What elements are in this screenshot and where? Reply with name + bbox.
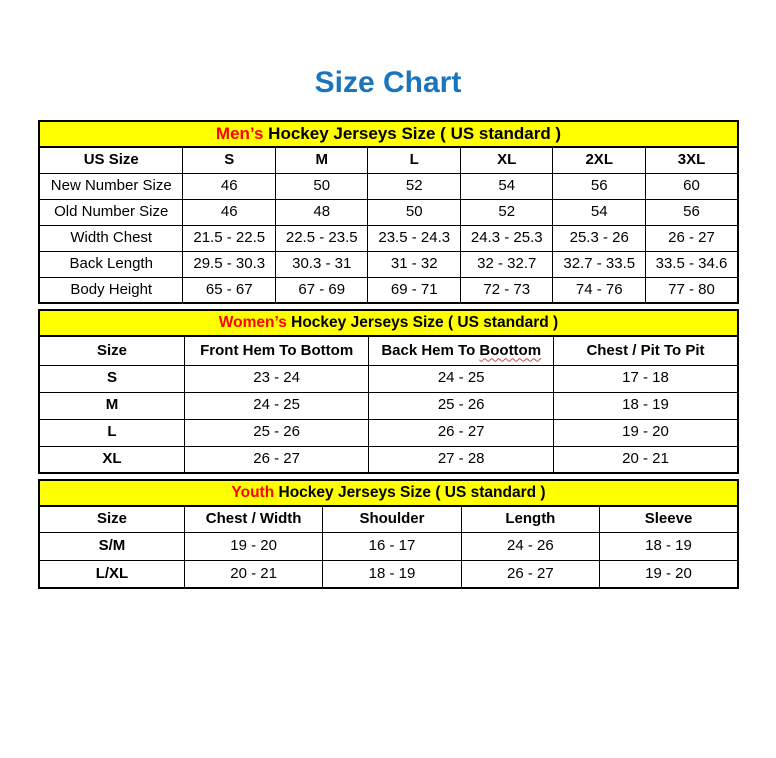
womens-header-row	[39, 336, 738, 365]
womens-cell: 26 - 27	[369, 419, 554, 446]
youth-header-row	[39, 506, 738, 532]
mens-cell: 31 - 32	[368, 251, 461, 277]
youth-cell: 20 - 21	[184, 560, 322, 588]
mens-data-row	[39, 277, 738, 303]
womens-data-row	[39, 419, 738, 446]
womens-row-label: M	[39, 392, 184, 419]
page-title: Size Chart	[314, 66, 462, 99]
womens-cell: 20 - 21	[553, 446, 738, 473]
mens-cell: 24.3 - 25.3	[460, 225, 553, 251]
mens-data-row	[39, 251, 738, 277]
womens-cell: 18 - 19	[553, 392, 738, 419]
mens-row-label: New Number Size	[39, 173, 183, 199]
mens-cell: 72 - 73	[460, 277, 553, 303]
mens-column-header: S	[183, 147, 276, 173]
youth-column-header: Sleeve	[600, 506, 738, 532]
womens-column-header: Front Hem To Bottom	[184, 336, 369, 365]
mens-header-row	[39, 147, 738, 173]
mens-cell: 65 - 67	[183, 277, 276, 303]
mens-cell: 48	[275, 199, 368, 225]
mens-cell: 54	[553, 199, 646, 225]
mens-column-header: US Size	[39, 147, 183, 173]
mens-cell: 56	[645, 199, 738, 225]
header-text-prefix: Back Hem To	[381, 341, 480, 359]
mens-row-label: Back Length	[39, 251, 183, 277]
mens-cell: 33.5 - 34.6	[645, 251, 738, 277]
mens-cell: 26 - 27	[645, 225, 738, 251]
womens-row-label: L	[39, 419, 184, 446]
mens-column-header: L	[368, 147, 461, 173]
mens-row-label: Body Height	[39, 277, 183, 303]
mens-cell: 77 - 80	[645, 277, 738, 303]
mens-cell: 23.5 - 24.3	[368, 225, 461, 251]
youth-column-header: Chest / Width	[184, 506, 322, 532]
womens-cell: 17 - 18	[553, 365, 738, 392]
youth-table	[38, 479, 739, 589]
mens-data-row	[39, 199, 738, 225]
womens-cell: 24 - 25	[369, 365, 554, 392]
mens-cell: 46	[183, 173, 276, 199]
mens-row-label: Width Chest	[39, 225, 183, 251]
mens-cell: 22.5 - 23.5	[275, 225, 368, 251]
mens-data-row	[39, 173, 738, 199]
womens-band-highlight: Women’s	[218, 314, 287, 332]
womens-data-row	[39, 392, 738, 419]
mens-column-header: M	[275, 147, 368, 173]
misspelled-word: Boottom	[479, 341, 542, 359]
youth-column-header: Size	[39, 506, 184, 532]
youth-cell: 19 - 20	[600, 560, 738, 588]
mens-cell: 67 - 69	[275, 277, 368, 303]
womens-data-row	[39, 365, 738, 392]
mens-cell: 52	[368, 173, 461, 199]
mens-column-header: 3XL	[645, 147, 738, 173]
mens-data-row	[39, 225, 738, 251]
womens-column-header: Size	[39, 336, 184, 365]
mens-cell: 32.7 - 33.5	[553, 251, 646, 277]
mens-cell: 69 - 71	[368, 277, 461, 303]
youth-band-row	[39, 480, 738, 506]
mens-row-label: Old Number Size	[39, 199, 183, 225]
womens-data-row	[39, 446, 738, 473]
mens-cell: 29.5 - 30.3	[183, 251, 276, 277]
mens-cell: 60	[645, 173, 738, 199]
mens-band-rest: Hockey Jerseys Size ( US standard )	[263, 123, 562, 143]
mens-band-row	[39, 121, 738, 147]
mens-band-title	[39, 121, 738, 147]
womens-cell: 19 - 20	[553, 419, 738, 446]
mens-column-header: XL	[460, 147, 553, 173]
mens-cell: 21.5 - 22.5	[183, 225, 276, 251]
youth-column-header: Length	[461, 506, 599, 532]
mens-cell: 30.3 - 31	[275, 251, 368, 277]
mens-cell: 32 - 32.7	[460, 251, 553, 277]
youth-size-table	[38, 479, 739, 589]
youth-cell: 24 - 26	[461, 532, 599, 560]
womens-cell: 26 - 27	[184, 446, 369, 473]
mens-cell: 50	[368, 199, 461, 225]
womens-band-row	[39, 310, 738, 336]
mens-cell: 46	[183, 199, 276, 225]
womens-size-table	[38, 309, 739, 474]
youth-band-highlight: Youth	[231, 484, 275, 502]
mens-cell: 74 - 76	[553, 277, 646, 303]
mens-cell: 52	[460, 199, 553, 225]
womens-row-label: S	[39, 365, 184, 392]
womens-column-header	[369, 336, 554, 365]
youth-band-rest: Hockey Jerseys Size ( US standard )	[274, 484, 546, 502]
mens-cell: 50	[275, 173, 368, 199]
womens-cell: 23 - 24	[184, 365, 369, 392]
womens-cell: 25 - 26	[184, 419, 369, 446]
youth-data-row	[39, 532, 738, 560]
mens-table	[38, 120, 739, 304]
womens-column-header: Chest / Pit To Pit	[553, 336, 738, 365]
womens-cell: 24 - 25	[184, 392, 369, 419]
size-chart-page	[0, 66, 776, 589]
womens-band-rest: Hockey Jerseys Size ( US standard )	[286, 314, 559, 332]
womens-row-label: XL	[39, 446, 184, 473]
youth-row-label: L/XL	[39, 560, 184, 588]
youth-row-label: S/M	[39, 532, 184, 560]
mens-cell: 56	[553, 173, 646, 199]
mens-cell: 25.3 - 26	[553, 225, 646, 251]
womens-table	[38, 309, 739, 474]
youth-cell: 26 - 27	[461, 560, 599, 588]
mens-band-highlight: Men’s	[215, 123, 264, 143]
mens-cell: 54	[460, 173, 553, 199]
youth-column-header: Shoulder	[323, 506, 461, 532]
youth-band-title	[39, 480, 738, 506]
mens-column-header: 2XL	[553, 147, 646, 173]
womens-cell: 27 - 28	[369, 446, 554, 473]
youth-cell: 18 - 19	[600, 532, 738, 560]
womens-cell: 25 - 26	[369, 392, 554, 419]
womens-band-title	[39, 310, 738, 336]
youth-cell: 18 - 19	[323, 560, 461, 588]
youth-cell: 16 - 17	[323, 532, 461, 560]
youth-data-row	[39, 560, 738, 588]
tables-container	[38, 120, 739, 589]
youth-cell: 19 - 20	[184, 532, 322, 560]
mens-size-table	[38, 120, 739, 304]
